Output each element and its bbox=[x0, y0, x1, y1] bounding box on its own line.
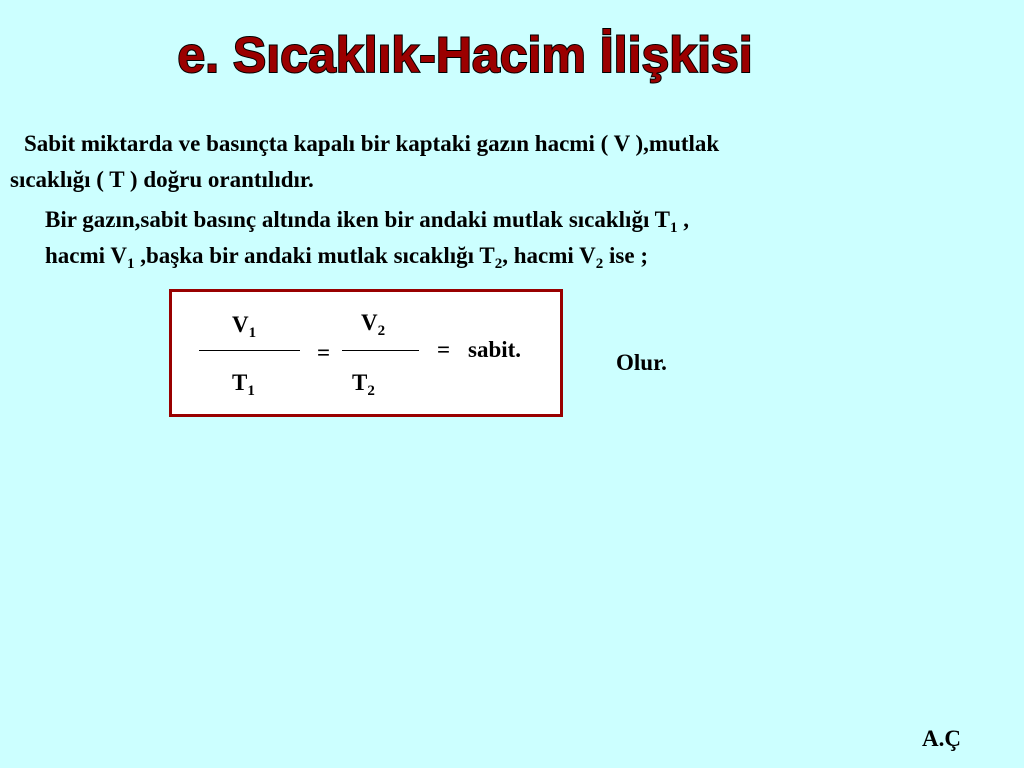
definition-line-1: Sabit miktarda ve basınçta kapalı bir kaptaki gazın hacmi ( V ),mutlak bbox=[24, 131, 720, 156]
condition-line-1 bbox=[45, 202, 945, 238]
var-t: T bbox=[232, 370, 248, 395]
subscript: 1 bbox=[247, 383, 255, 399]
definition-paragraph bbox=[10, 126, 910, 198]
condition-text-2c: , hacmi V bbox=[502, 243, 596, 268]
var-v: V bbox=[361, 310, 378, 335]
subscript: 2 bbox=[367, 383, 375, 399]
condition-text-1: Bir gazın,sabit basınç altında iken bir andaki mutlak sıcaklığı T bbox=[45, 207, 671, 232]
subscript: 1 bbox=[670, 220, 678, 236]
definition-line-2: sıcaklığı ( T ) doğru orantılıdır. bbox=[10, 167, 314, 192]
result-constant: sabit. bbox=[468, 337, 522, 362]
condition-text-2b: ,başka bir andaki mutlak sıcaklığı T bbox=[134, 243, 495, 268]
var-t: T bbox=[352, 370, 368, 395]
numerator-v2 bbox=[361, 310, 386, 339]
numerator-v1 bbox=[232, 312, 257, 341]
equals-sign-1: = bbox=[317, 340, 331, 365]
condition-line-2 bbox=[45, 238, 945, 274]
condition-text-2d: ise ; bbox=[603, 243, 648, 268]
conclusion-text: Olur. bbox=[616, 350, 667, 375]
subscript: 2 bbox=[494, 256, 503, 272]
var-v: V bbox=[232, 312, 249, 337]
denominator-t2 bbox=[352, 370, 375, 399]
denominator-t1 bbox=[232, 370, 255, 399]
author-initials: A.Ç bbox=[922, 726, 961, 751]
subscript: 1 bbox=[127, 256, 135, 272]
subscript: 2 bbox=[377, 323, 386, 339]
condition-text-2a: hacmi V bbox=[45, 243, 127, 268]
slide-title: e. Sıcaklık-Hacim İlişkisi bbox=[177, 27, 753, 83]
condition-paragraph bbox=[45, 202, 945, 274]
fraction-bar-1 bbox=[199, 350, 300, 351]
formula-box bbox=[169, 289, 563, 417]
subscript: 1 bbox=[248, 325, 257, 341]
equals-sign-2: = bbox=[437, 337, 451, 362]
subscript: 2 bbox=[595, 256, 604, 272]
fraction-bar-2 bbox=[342, 350, 419, 351]
condition-text-1-tail: , bbox=[677, 207, 690, 232]
